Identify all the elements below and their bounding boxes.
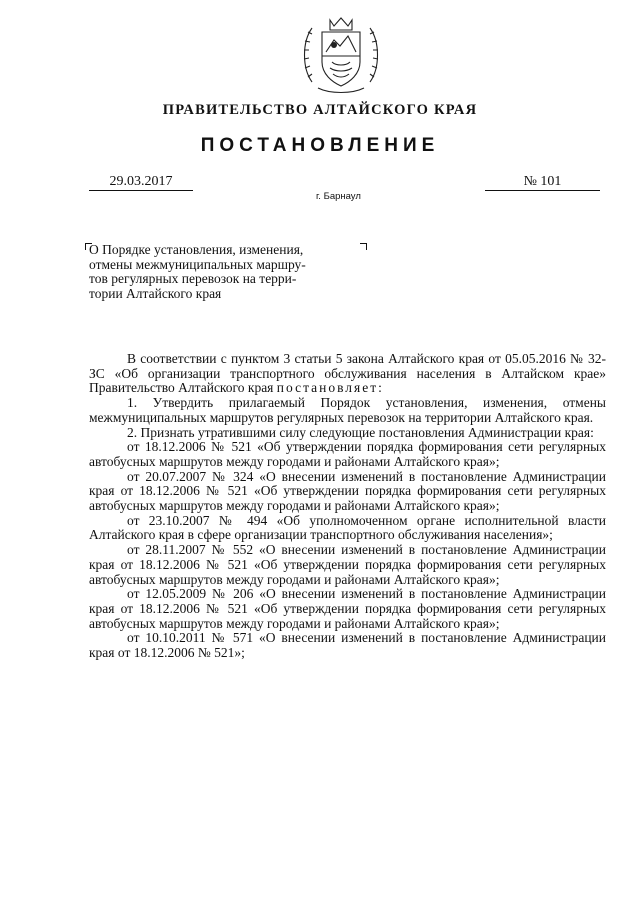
document-date: 29.03.2017 xyxy=(89,174,193,191)
resolves-word: постановляет: xyxy=(276,380,384,396)
repealed-act-item: от 12.05.2009 № 206 «О внесении изменений в постановление Администрации края от 18.12.2006 № 521 «Об утверждении порядка формирования сети регулярных автобусных маршрутов между городами и районами Алтайского края»; xyxy=(89,586,606,631)
subject-line: тов регулярных перевозок на терри- xyxy=(89,271,297,286)
subject-line: О Порядке установления, изменения, xyxy=(89,242,304,257)
repealed-act-item: от 10.10.2011 № 571 «О внесении изменений в постановление Администрации края от 18.12.2006 № 521»; xyxy=(89,630,606,661)
repealed-act-item: от 23.10.2007 № 494 «Об уполномоченном органе исполнительной власти Алтайского края в сфере организации транспортного обслуживания населения»; xyxy=(89,512,606,543)
preamble-paragraph xyxy=(89,352,606,396)
repealed-act-item: от 18.12.2006 № 521 «Об утверждении порядка формирования сети регулярных автобусных маршрутов между городами и районами Алтайского края»; xyxy=(89,439,606,469)
subject-bracket-right-icon xyxy=(360,243,367,250)
issuing-city: г. Барнаул xyxy=(316,191,361,202)
subject-line: отмены межмуниципальных маршру- xyxy=(89,256,306,272)
document-subject xyxy=(89,243,360,301)
clause-1: 1. Утвердить прилагаемый Порядок установления, изменения, отмены межмуниципальных маршрутов регулярных перевозок на территории Алтайского края. xyxy=(89,395,606,425)
government-name: ПРАВИТЕЛЬСТВО АЛТАЙСКОГО КРАЯ xyxy=(162,102,478,118)
subject-line: тории Алтайского края xyxy=(89,285,222,301)
repealed-act-item: от 28.11.2007 № 552 «О внесении изменений в постановление Администрации края от 18.12.2006 № 521 «Об утверждении порядка формирования сети регулярных автобусных маршрутов между городами и районами Алтайского края»; xyxy=(89,542,606,587)
preamble-text: В соответствии с пунктом 3 статьи 5 закона Алтайского края от 05.05.2016 № 32-ЗС «Об организации транспортного обслуживания населения в Алтайском крае» Правительство Алтайского края xyxy=(89,351,606,396)
document-type-title: ПОСТАНОВЛЕНИЕ xyxy=(200,135,440,156)
document-body xyxy=(89,352,606,661)
clause-2: 2. Признать утратившими силу следующие постановления Администрации края: xyxy=(127,424,594,440)
coat-of-arms-icon xyxy=(298,12,384,96)
repealed-act-item: от 20.07.2007 № 324 «О внесении изменений в постановление Администрации края от 18.12.2006 № 521 «Об утверждении порядка формирования сети регулярных автобусных маршрутов между городами и районами Алтайского края»; xyxy=(89,468,606,514)
document-number: № 101 xyxy=(485,174,600,191)
